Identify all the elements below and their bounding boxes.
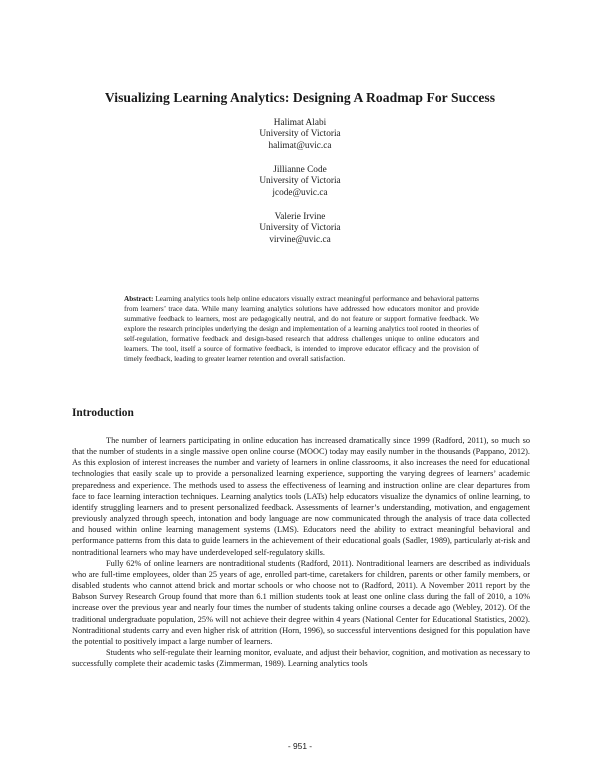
author-name: Valerie Irvine bbox=[274, 212, 326, 223]
section-heading: Introduction bbox=[72, 407, 134, 419]
author-email: halimat@uvic.ca bbox=[268, 140, 332, 151]
paragraph: Students who self-regulate their learning monitor, evaluate, and adjust their behavior, cognition, and motivation as necessary to successfully complete their academic tasks (Zimmerman, 1989). Learning analytics tools bbox=[72, 647, 530, 669]
author-name: Halimat Alabi bbox=[273, 118, 327, 128]
abstract bbox=[124, 295, 479, 365]
page-number: - 951 - bbox=[287, 741, 313, 751]
paragraph: Fully 62% of online learners are nontraditional students (Radford, 2011). Nontraditional learners are described as individuals who are full-time employees, older than 25 years of age, enrolled part-time, caretakers for children, parents or other family members, or disabled students who cannot attend brick and mortar schools or who choose not to (Radford, 2011). A November 2011 report by the Babson Survey Research Group found that more than 6.1 million students took at least one online class during the fall of 2010, a 10% increase over the previous year and nearly four times the number of students taking online courses a decade ago (Webley, 2012). Of the traditional undergraduate population, 25% will not achieve their degree within 4 years (National Center for Educational Statistics, 2002). Nontraditional students carry and even higher risk of attrition (Horn, 1996), so successful interventions designed for this population have the potential to positively impact a large number of learners. bbox=[72, 558, 530, 646]
author-email: jcode@uvic.ca bbox=[272, 187, 328, 198]
author-list bbox=[0, 118, 600, 259]
abstract-label: Abstract: bbox=[124, 295, 154, 303]
author-affiliation: University of Victoria bbox=[259, 176, 341, 187]
author-block bbox=[0, 118, 600, 152]
author-block bbox=[0, 165, 600, 199]
abstract-text: Learning analytics tools help online educators visually extract meaningful performance and behavioral patterns from learners’ trace data. While many learning analytics solutions have addressed how educators monitor and provide summative feedback to learners, most are pedagogically neutral, and do not feature or support formative feedback. We explore the research principles underlying the design and implementation of a learning analytics tool rooted in theories of self-regulation, formative feedback and design-based research that address challenges unique to online educators and learners. The tool, itself a source of formative feedback, is intended to improve educator efficacy and the provision of timely feedback, leading to greater learner retention and overall satisfaction. bbox=[124, 295, 480, 363]
author-name: Jillianne Code bbox=[273, 165, 327, 176]
section-body bbox=[72, 435, 530, 669]
paragraph: The number of learners participating in online education has increased dramatically since 1999 (Radford, 2011), so much so that the number of students in a single massive open online course (MOOC) today may easily number in the thousands (Pappano, 2012). As this explosion of interest increases the number and variety of learners in online classrooms, it also increases the need for educational technologies that easily scale up to provide a personalized learning experience, supporting the varying degrees of learners’ academic preparedness and experience. The methods used to assess the effectiveness of learning and instruction online are clear departures from face to face learning interaction techniques. Learning analytics tools (LATs) help educators visualize the dynamics of online learning, to identify struggling learners and to present personalized feedback. Assessments of learner’s understanding, motivation, and engagement previously analyzed through speech, intonation and body language are now communicated through the analysis of trace data collected and housed within online learning management systems (LMS). Educators need the ability to extract meaningful behavioral and performance patterns from this data to guide learners in the achievement of their educational goals (Sadler, 1989), particularly at-risk and nontraditional learners who may have underdeveloped self-regulatory skills. bbox=[72, 436, 530, 557]
paper-title: Visualizing Learning Analytics: Designing A Roadmap For Success bbox=[104, 90, 496, 105]
author-affiliation: University of Victoria bbox=[259, 223, 341, 234]
author-block bbox=[0, 212, 600, 246]
author-email: virvine@uvic.ca bbox=[269, 234, 331, 245]
author-affiliation: University of Victoria bbox=[259, 129, 341, 140]
